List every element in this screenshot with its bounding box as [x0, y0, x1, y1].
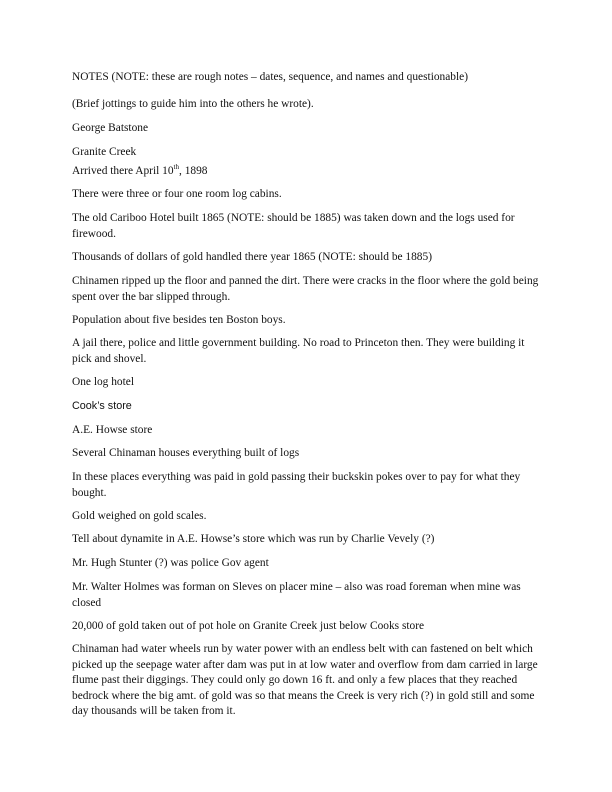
paragraph-gold-scales: Gold weighed on gold scales.: [72, 510, 207, 522]
paragraph-population: Population about five besides ten Boston boys.: [72, 314, 286, 326]
paragraph-cariboo-hotel: The old Cariboo Hotel built 1865 (NOTE: should be 1885) was taken down and the logs used for firewood.: [72, 212, 515, 240]
name-line: George Batstone: [72, 122, 149, 134]
paragraph-jail: A jail there, police and little government building. No road to Princeton then. They were building it pick and shovel.: [72, 337, 525, 365]
arrival-date-line: [72, 164, 542, 180]
paragraph-cabins: There were three or four one room log cabins.: [72, 188, 282, 200]
paragraph-police-agent: Mr. Hugh Stunter (?) was police Gov agent: [72, 557, 269, 569]
paragraph-cooks-store: Cook’s store: [72, 400, 132, 412]
paragraph-log-hotel: One log hotel: [72, 376, 135, 388]
notes-heading: NOTES (NOTE: these are rough notes – dates, sequence, and names and questionable): [72, 71, 469, 83]
arrival-text: Arrived there April 10: [72, 165, 174, 177]
arrival-year: , 1898: [179, 165, 208, 177]
arrival-superscript: th: [173, 163, 179, 172]
place-line: Granite Creek: [72, 146, 137, 158]
paragraph-pot-hole: 20,000 of gold taken out of pot hole on Granite Creek just below Cooks store: [72, 620, 425, 632]
brief-jottings-note: (Brief jottings to guide him into the others he wrote).: [72, 98, 314, 110]
paragraph-paid-in-gold: In these places everything was paid in gold passing their buckskin pokes over to pay for what they bought.: [72, 471, 521, 499]
paragraph-gold-handled: Thousands of dollars of gold handled there year 1865 (NOTE: should be 1885): [72, 251, 432, 263]
paragraph-foreman: Mr. Walter Holmes was forman on Sleves on placer mine – also was road foreman when mine was closed: [72, 581, 521, 609]
paragraph-dynamite: Tell about dynamite in A.E. Howse’s store which was run by Charlie Vevely (?): [72, 533, 435, 545]
paragraph-water-wheels: Chinaman had water wheels run by water power with an endless belt with can fastened on belt which picked up the seepage water after dam was put in at low water and overflow from dam carried in large flume past their diggings. They could only go down 16 ft. and only a few places that they reached bedrock where the big amt. of gold was so that means the Creek is very rich (?) in gold still and some day thousands will be taken from it.: [72, 643, 538, 717]
paragraph-floor-panned: Chinamen ripped up the floor and panned the dirt. There were cracks in the floor where the gold being spent over the bar slipped through.: [72, 275, 539, 303]
paragraph-howse-store: A.E. Howse store: [72, 424, 153, 436]
paragraph-chinaman-houses: Several Chinaman houses everything built of logs: [72, 447, 300, 459]
